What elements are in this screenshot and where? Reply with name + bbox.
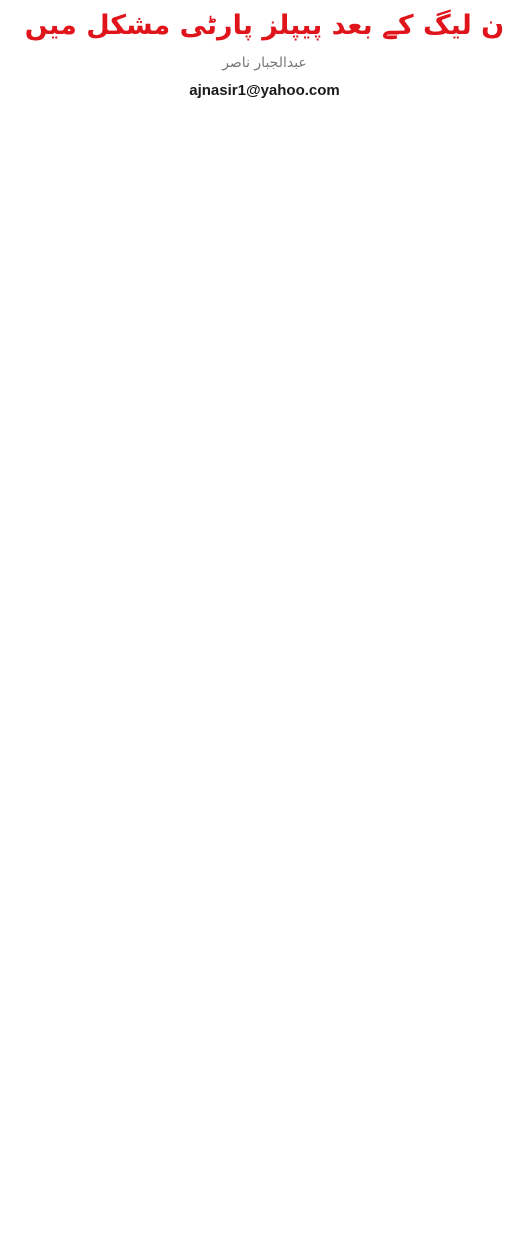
article-title: ن لیگ کے بعد پیپلز پارٹی مشکل میں (24, 10, 505, 41)
article-paragraph-1 (12, 110, 517, 242)
author-email[interactable]: ajnasir1@yahoo.com (189, 82, 340, 99)
article-paragraph-2 (12, 255, 517, 517)
author-name: عبدالجبار ناصر (222, 55, 307, 71)
article-paragraph-3 (12, 530, 517, 1112)
article-body (12, 110, 517, 1227)
article-paragraph-4 (12, 1125, 517, 1227)
